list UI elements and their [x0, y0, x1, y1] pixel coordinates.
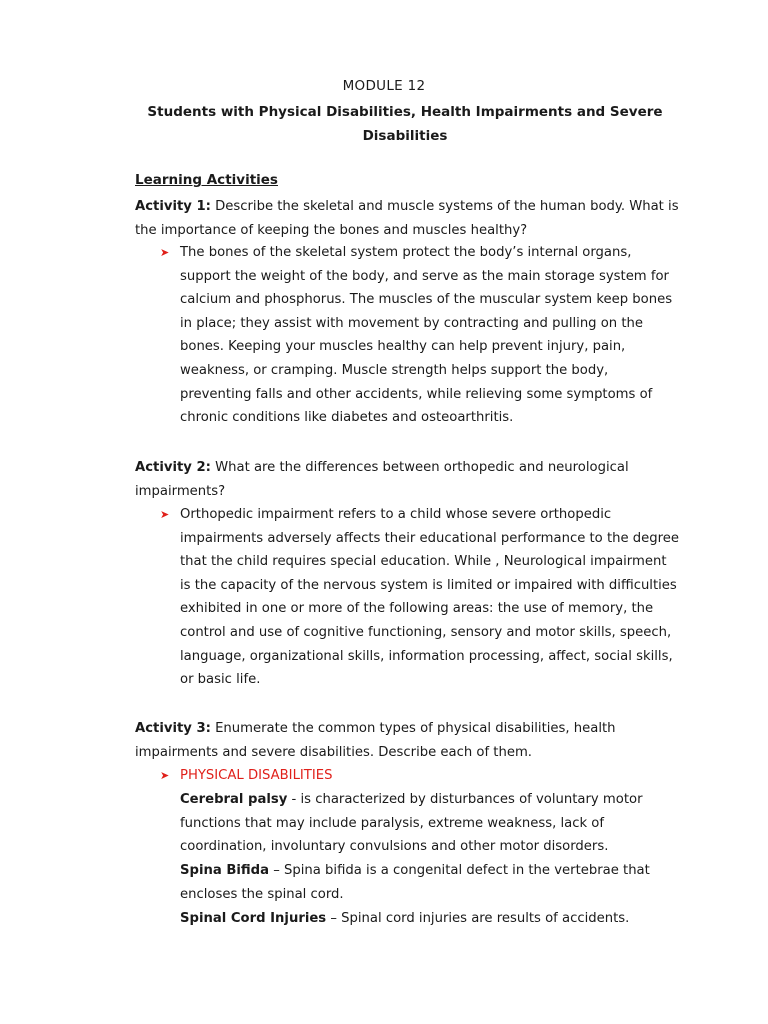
arrowhead-bullet-icon: ➤ — [160, 769, 170, 782]
activity-2-label: Activity 2: — [135, 460, 211, 475]
module-label: MODULE 12 — [342, 78, 426, 94]
arrowhead-bullet-icon: ➤ — [160, 508, 170, 521]
activity-2-answer: Orthopedic impairment refers to a child whose severe orthopedic impairments adversely affects their educational performance to the degree that the child requires special education. While , Neurological impairment is the capacity of the nervous system is limited or impaired with difficulties exhibited in one or more of the following areas: the use of memory, the control and use of cognitive functioning, sensory and motor skills, speech, language, organizational skills, information processing, affect, social skills, or basic life. — [180, 507, 679, 688]
item-desc: – Spinal cord injuries are results of accidents. — [326, 911, 630, 926]
item-cerebral-palsy — [180, 788, 680, 859]
item-desc: – Spina bifida is a congenital defect in the vertebrae that encloses the spinal cord. — [180, 863, 650, 902]
activity-3-question — [135, 717, 680, 764]
category-heading: PHYSICAL DISABILITIES — [180, 768, 333, 783]
activity-3-label: Activity 3: — [135, 721, 211, 736]
item-desc: - is characterized by disturbances of voluntary motor functions that may include paralysis, extreme weakness, lack of coordination, involuntary convulsions and other motor disorders. — [180, 792, 643, 855]
activity-1-answer: The bones of the skeletal system protect the body’s internal organs, support the weight of the body, and serve as the main storage system for calcium and phosphorus. The muscles of the muscular system keep bones in place; they assist with movement by contracting and pulling on the bones. Keeping your muscles healthy can help prevent injury, pain, weakness, or cramping. Muscle strength helps support the body, preventing falls and other accidents, while relieving some symptoms of chronic conditions like diabetes and osteoarthritis. — [180, 245, 673, 426]
item-term: Spinal Cord Injuries — [180, 911, 327, 926]
item-term: Spina Bifida — [180, 863, 270, 878]
activity-3-question-text: Enumerate the common types of physical disabilities, health impairments and severe disabilities. Describe each of them. — [135, 721, 616, 760]
activity-2-question-text: What are the differences between orthopedic and neurological impairments? — [135, 460, 629, 499]
item-spina-bifida — [180, 859, 680, 906]
item-term: Cerebral palsy — [180, 792, 288, 807]
arrowhead-bullet-icon: ➤ — [160, 246, 170, 259]
activity-1-question — [135, 195, 680, 242]
section-heading: Learning Activities — [135, 172, 278, 188]
module-title: Students with Physical Disabilities, Health Impairments and Severe Disabilities — [147, 104, 663, 144]
activity-2-question — [135, 456, 680, 503]
activity-1-label: Activity 1: — [135, 199, 211, 214]
item-spinal-cord-injuries — [180, 907, 680, 931]
activity-1-question-text: Describe the skeletal and muscle systems of the human body. What is the importance of keeping the bones and muscles healthy? — [135, 199, 679, 238]
